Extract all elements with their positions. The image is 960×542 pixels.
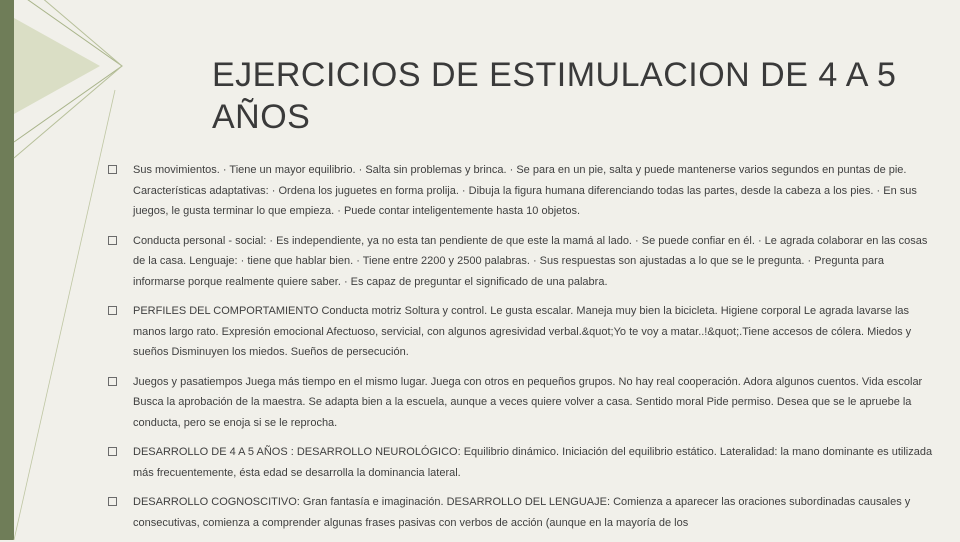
bullet-item <box>108 372 938 434</box>
square-bullet-icon <box>108 236 117 245</box>
bullet-item <box>108 231 938 293</box>
square-bullet-icon <box>108 377 117 386</box>
bullet-text: Sus movimientos. · Tiene un mayor equilibrio. · Salta sin problemas y brinca. · Se para en un pie, salta y puede mantenerse varios segundos en puntas de pie. Características adaptativas: · Ordena los juguetes en forma prolija. · Dibuja la figura humana diferenciando todas las partes, desde la cabeza a los pies. · En sus juegos, le gusta terminar lo que empieza. · Puede contar inteligentemente hasta 10 objetos. <box>133 164 917 217</box>
square-bullet-icon <box>108 306 117 315</box>
square-bullet-icon <box>108 447 117 456</box>
bullet-item <box>108 160 938 222</box>
bullet-text: Juegos y pasatiempos Juega más tiempo en el mismo lugar. Juega con otros en pequeños grupos. No hay real cooperación. Adora algunos cuentos. Vida escolar Busca la aprobación de la maestra. Se adapta bien a la escuela, aunque a veces quiere volver a casa. Sentido moral Pide permiso. Desea que se le apruebe la conducta, pero se enoja si se le reprocha. <box>133 375 923 429</box>
page-title: EJERCICIOS DE ESTIMULACION DE 4 A 5 AÑOS <box>212 56 897 136</box>
square-bullet-icon <box>108 497 117 506</box>
bullet-text: DESARROLLO COGNOSCITIVO: Gran fantasía e imaginación. DESARROLLO DEL LENGUAJE: Comienza a aparecer las oraciones subordinadas causales y consecutivas, comienza a comprender algunas frases pasivas con verbos de acción (aunque en la mayoría de los <box>133 496 911 529</box>
square-bullet-icon <box>108 165 117 174</box>
bullet-item <box>108 442 938 483</box>
bullet-text: DESARROLLO DE 4 A 5 AÑOS : DESARROLLO NEUROLÓGICO: Equilibrio dinámico. Iniciación del equilibrio estático. Lateralidad: la mano dominante es utilizada más frecuentemente, ésta edad se desarrolla la dominancia lateral. <box>133 446 933 479</box>
bullet-list <box>108 160 938 542</box>
bullet-text: PERFILES DEL COMPORTAMIENTO Conducta motriz Soltura y control. Le gusta escalar. Maneja muy bien la bicicleta. Higiene corporal Le agrada lavarse las manos largo rato. Expresión emocional Afectuoso, servicial, con algunos agresividad verbal.&quot;Yo te voy a matar..!&quot;.Tiene accesos de cólera. Miedos y sueños Disminuyen los miedos. Sueños de persecución. <box>133 305 912 358</box>
bullet-item <box>108 492 938 533</box>
bullet-text: Conducta personal - social: · Es independiente, ya no esta tan pendiente de que este la mamá al lado. · Se puede confiar en él. · Le agrada colaborar en las cosas de la casa. Lenguaje: · tiene que hablar bien. · Tiene entre 2200 y 2500 palabras. · Sus respuestas son ajustadas a lo que se le pregunta. · Pregunta para informarse porque realmente quiere saber. · Es capaz de preguntar el significado de una palabra. <box>133 234 928 288</box>
bullet-item <box>108 301 938 363</box>
